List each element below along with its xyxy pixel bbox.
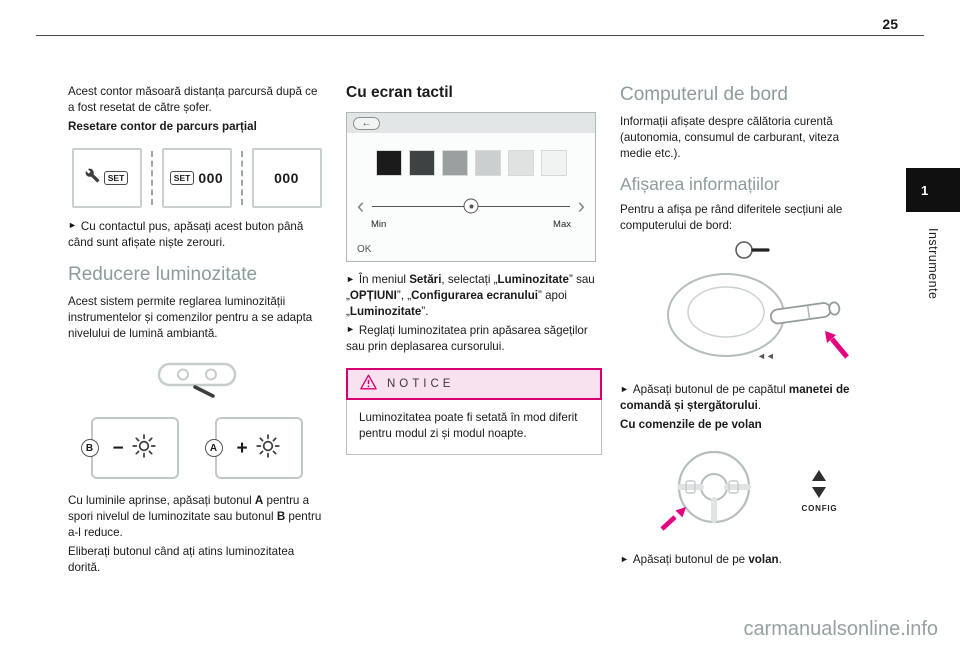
notice-box [346, 368, 602, 455]
cluster-figure [68, 358, 325, 405]
trip-box-service [72, 148, 142, 208]
slider-track-wrap [372, 197, 569, 215]
config-label: CONFIG [801, 504, 838, 513]
chapter-tab-number: 1 [921, 182, 929, 198]
swatch [376, 150, 402, 176]
label-circle-a: A [205, 439, 223, 457]
stalk-bullet: ► Apăsați butonul de pe capătul manetei de comandă și ștergătorului. [620, 383, 850, 413]
display-info-heading: Afișarea informațiilor [620, 173, 780, 194]
chapter-label: Instrumente [926, 228, 940, 300]
max-label: Max [553, 219, 571, 230]
wiper-stalk-illustration [641, 351, 853, 373]
svg-text:◄◄: ◄◄ [756, 351, 775, 362]
chapter-tab [906, 168, 960, 212]
notice-title: NOTICE [387, 378, 455, 391]
label-circle-b: B [81, 439, 99, 457]
touchscreen-bullet-menu: ► În meniul Setări, selectați „Luminozitate” sau „OPȚIUNI”, „Configurarea ecranului” apoi „Luminozitate”. [346, 273, 595, 318]
chevron-right-icon: › [577, 193, 585, 218]
swatch [508, 150, 534, 176]
notice-header [346, 368, 602, 400]
brightness-sun-icon [255, 433, 281, 464]
watermark: carmanualsonline.info [743, 618, 938, 640]
dimmer-plus-unit [209, 417, 303, 479]
steering-wheel-icon [656, 443, 768, 540]
dimmer-minus-box [91, 417, 179, 479]
slider-labels [371, 219, 571, 230]
back-arrow-icon: ← [353, 117, 380, 130]
touchscreen-bullet-adjust: ► Reglați luminozitatea prin apăsarea săgeților sau prin deplasarea cursorului. [346, 323, 588, 353]
wheel-bullet: ► Apăsați butonul de pe volan. [620, 553, 782, 566]
dashed-divider [241, 151, 243, 205]
bullet-arrow: ► [620, 553, 629, 564]
swatch [541, 150, 567, 176]
trip-computer-heading: Computerul de bord [620, 84, 788, 105]
touchscreen-heading: Cu ecran tactil [346, 84, 453, 101]
trip-computer-intro: Informații afișate despre călătoria curentă (autonomia, consumul de carburant, viteza medie etc.). [620, 115, 840, 160]
bullet-arrow: ► [68, 220, 77, 231]
touchscreen-figure [346, 112, 596, 262]
dimmer-plus-box [215, 417, 303, 479]
brightness-swatches [347, 150, 595, 176]
trip-box-000 [252, 148, 322, 208]
trip-reset-bullet: ► Cu contactul pus, apăsați acest buton până când sunt afișate niște zerouri. [68, 219, 304, 249]
swatch [409, 150, 435, 176]
page-number: 25 [882, 16, 898, 32]
trip-zeros: 000 [274, 169, 299, 186]
swatch [442, 150, 468, 176]
bullet-arrow: ► [620, 383, 629, 394]
dimming-heading: Reducere luminozitate [68, 264, 258, 286]
bullet-arrow: ► [346, 273, 355, 284]
swatch [475, 150, 501, 176]
trip-reset-title: Resetare contor de parcurs parțial [68, 119, 257, 133]
instrument-cluster-icon [137, 387, 257, 404]
up-arrow-icon [812, 470, 826, 481]
wheel-controls-title: Cu comenzile de pe volan [620, 418, 762, 432]
dimming-use-text: Cu luminile aprinse, apăsați butonul A pentru a spori nivelul de luminozitate sau butonul B pentru a-l reduce. [68, 494, 322, 539]
set-button-label: SET [104, 171, 129, 185]
trip-meter-figure [68, 148, 325, 208]
notice-body: Luminozitatea poate fi setată în mod diferit pentru modul zi și modul noapte. [359, 411, 578, 441]
wheel-controls-figure [620, 443, 873, 540]
column-middle [346, 84, 602, 455]
chevron-left-icon: ‹ [357, 193, 365, 218]
dimmer-buttons-figure [68, 417, 325, 479]
warning-icon [360, 374, 377, 395]
ok-label: OK [357, 244, 372, 255]
touchscreen-titlebar [347, 113, 595, 133]
dimmer-minus-unit [85, 417, 179, 479]
wrench-icon [85, 168, 100, 188]
bullet-arrow: ► [346, 324, 355, 335]
brightness-sun-icon [131, 433, 157, 464]
set-button-label: SET [170, 171, 195, 185]
column-left [68, 84, 325, 578]
brightness-slider [355, 195, 587, 217]
top-rule [36, 35, 924, 36]
trip-box-set000 [162, 148, 232, 208]
dimming-intro: Acest sistem permite reglarea luminozității instrumentelor și comenzilor pentru a se adapta nivelului de lumină ambiantă. [68, 295, 313, 341]
min-label: Min [371, 219, 387, 230]
dimming-release-text: Eliberați butonul când ați atins luminozitatea dorită. [68, 544, 295, 574]
display-info-para: Pentru a afișa pe rând diferitele secțiuni ale computerului de bord: [620, 202, 843, 232]
trip-counter-intro: Acest contor măsoară distanța parcursă după ce a fost resetat de către șofer. [68, 85, 318, 114]
dashed-divider [151, 151, 153, 205]
down-arrow-icon [812, 487, 826, 498]
trip-zeros: 000 [198, 169, 224, 186]
column-right [620, 84, 873, 571]
plus-sign: + [236, 437, 248, 459]
minus-sign: − [112, 437, 124, 459]
slider-handle [464, 199, 479, 214]
config-buttons [802, 470, 838, 513]
stalk-figure [620, 239, 873, 374]
